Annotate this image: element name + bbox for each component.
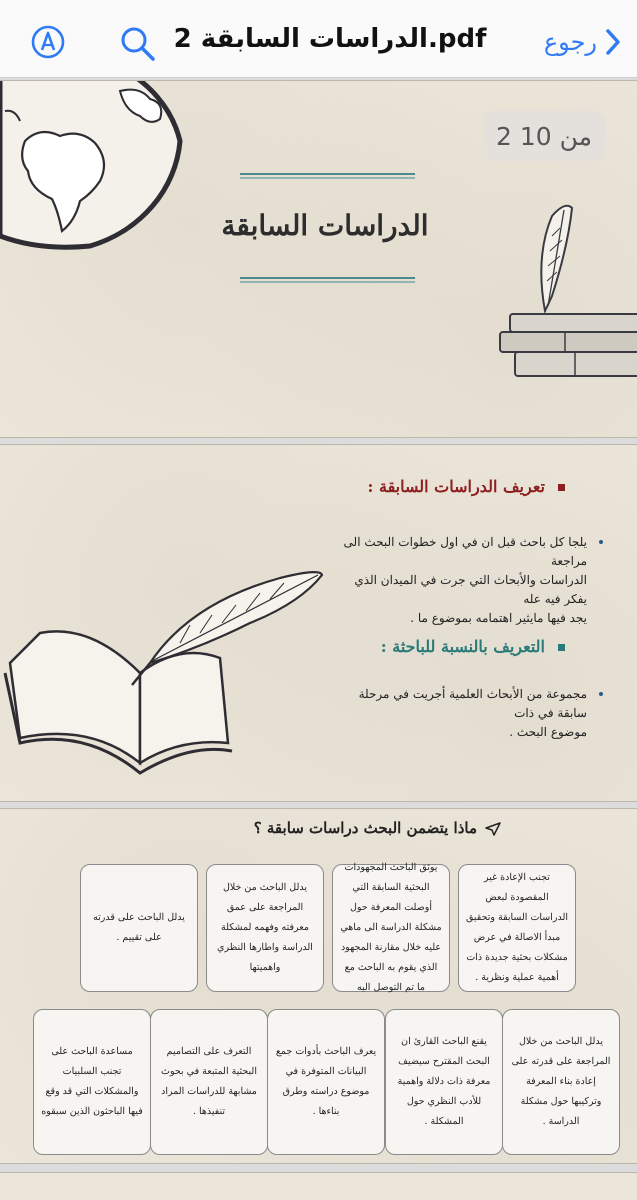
arrow-bullet-icon [485, 822, 501, 836]
globe-illustration [0, 81, 190, 251]
card-row1-4: يدلل الباحث على قدرته على تقييم . [80, 864, 198, 992]
back-label: رجوع [543, 28, 597, 56]
open-book-quill-illustration [0, 563, 330, 793]
researcher-definition-heading: التعريف بالنسبة للباحثة : [380, 637, 545, 656]
card-row1-2: يوثق الباحث المجهودات البحثية السابقة التي أوصلت المعرفة حول مشكلة الدراسة الى ماهي عليه خلال مقارنة المجهود الذي يقوم به الباحث مع ما تم التوصل اليه [332, 864, 450, 992]
slide-2 [0, 444, 637, 802]
red-square-bullet [558, 484, 565, 491]
chevron-left-icon [603, 27, 623, 57]
title-rule-bottom [240, 277, 415, 283]
slide-title: الدراسات السابقة [221, 209, 429, 242]
slide-3-heading: ماذا يتضمن البحث دراسات سابقة ؟ [253, 819, 477, 837]
para-line: يلجا كل باحث قبل ان في اول خطوات البحث الى مراجعة [343, 535, 587, 568]
definition-paragraph [337, 533, 587, 628]
quill-books-illustration [490, 196, 637, 386]
card-row1-3: يدلل الباحث من خلال المراجعة على عمق معرفته وفهمه لمشكلة الدراسة واطارها النظري واهميتها [206, 864, 324, 992]
card-row2-5: مساعدة الباحث على تجنب السلبيات والمشكلات التي قد وقع فيها الباحثون الذين سبقوه [33, 1009, 151, 1155]
back-button[interactable] [544, 22, 623, 62]
slide-1 [0, 80, 637, 438]
search-icon[interactable] [118, 24, 158, 64]
slide-3 [0, 808, 637, 1164]
card-row2-4: التعرف على التصاميم البحثية المتبعة في بحوث مشابهة للدراسات المراد تنفيذها . [150, 1009, 268, 1155]
document-title: الدراسات السابقة 2.pdf [173, 24, 487, 54]
researcher-definition-paragraph [327, 685, 587, 742]
page-indicator: 2 من 10 [483, 111, 605, 161]
bullet-dot [599, 692, 603, 696]
next-slide-peek [0, 1172, 637, 1200]
markup-pen-icon[interactable] [30, 24, 66, 60]
card-row1-1: تجنب الإعادة غير المقصودة لبعض الدراسات السابقة وتحقيق مبدأ الاصالة في عرض مشكلات بحثية جديدة ذات أهمية عملية ونظرية . [458, 864, 576, 992]
teal-square-bullet [558, 644, 565, 651]
top-toolbar [0, 0, 637, 78]
para-line: موضوع البحث . [509, 725, 587, 739]
title-rule-top [240, 173, 415, 179]
card-row2-1: يدلل الباحث من خلال المراجعة على قدرته على إعادة بناء المعرفة وتركيبها حول مشكلة الدراسة . [502, 1009, 620, 1155]
para-line: مجموعة من الأبحاث العلمية أجريت في مرحلة سابقة في ذات [358, 687, 587, 720]
para-line: يجد فيها مايثير اهتمامه بموضوع ما . [410, 611, 587, 625]
card-row2-2: يقنع الباحث القارئ ان البحث المقترح سيضيف معرفة ذات دلالة واهمية للأدب النظري حول المشكلة . [385, 1009, 503, 1155]
definition-heading: تعريف الدراسات السابقة : [367, 477, 545, 496]
para-line: الدراسات والأبحاث التي جرت في الميدان الذي يفكر فيه عله [354, 573, 587, 606]
bullet-dot [599, 540, 603, 544]
card-row2-3: يعرف الباحث بأدوات جمع البيانات المتوفرة في موضوع دراسته وطرق بناءها . [267, 1009, 385, 1155]
